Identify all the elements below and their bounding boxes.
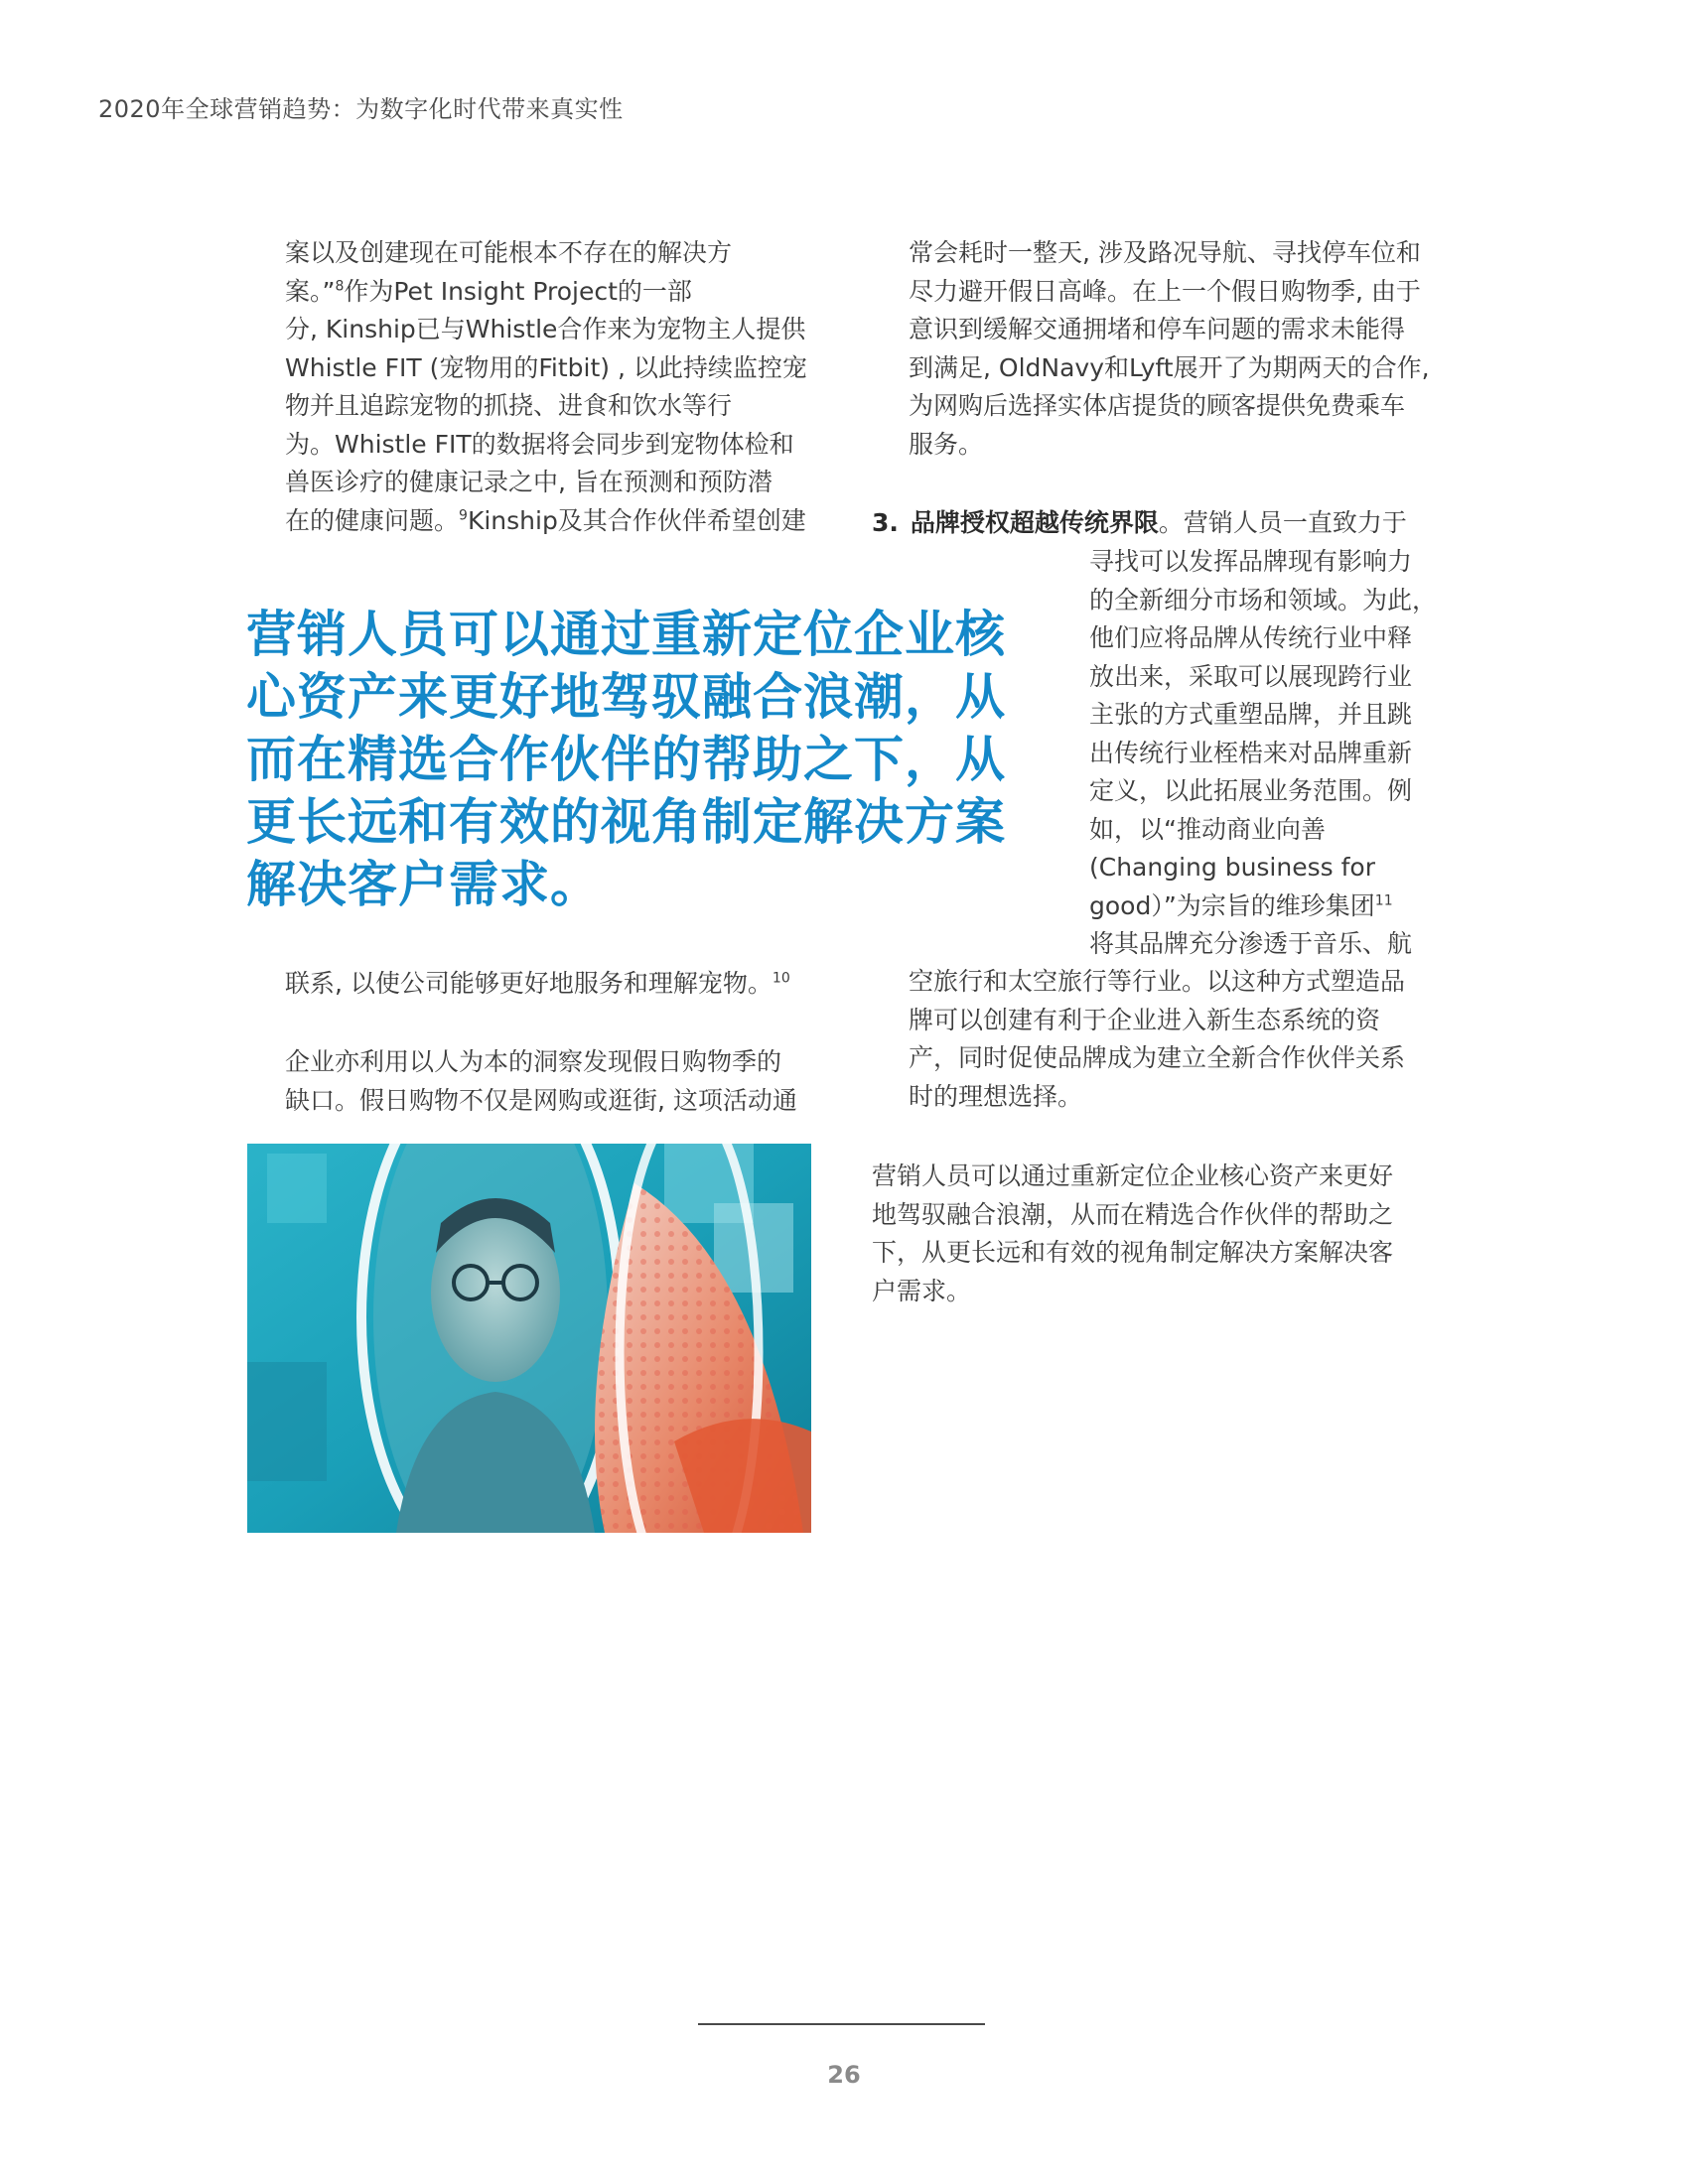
text-line: 常会耗时一整天, 涉及路况导航、寻找停车位和 bbox=[909, 238, 1421, 267]
pull-quote-line: 解决客户需求。 bbox=[246, 856, 601, 913]
right-column-top-text bbox=[909, 234, 1430, 464]
text-line: (Changing business for bbox=[1089, 853, 1375, 882]
text-line: 产，同时促使品牌成为建立全新合作伙伴关系 bbox=[909, 1043, 1406, 1072]
pull-quote-line: 营销人员可以通过重新定位企业核 bbox=[246, 606, 1006, 663]
page-number: 26 bbox=[827, 2061, 861, 2089]
text-line: 营销人员可以通过重新定位企业核心资产来更好 bbox=[872, 1161, 1394, 1190]
pull-quote-line: 更长远和有效的视角制定解决方案 bbox=[246, 793, 1006, 851]
text-line: 下，从更长远和有效的视角制定解决方案解决客 bbox=[872, 1238, 1394, 1267]
text-line: 的全新细分市场和领域。为此， bbox=[1089, 585, 1438, 614]
text-line: 主张的方式重塑品牌，并且跳 bbox=[1089, 700, 1413, 729]
text-line: 到满足, OldNavy和Lyft展开了为期两天的合作, bbox=[909, 352, 1430, 382]
text-line: 服务。 bbox=[909, 429, 984, 459]
text-line: 案。”$^8$作为Pet Insight Project的一部 bbox=[285, 276, 692, 306]
text-line: 为。Whistle FIT的数据将会同步到宠物体检和 bbox=[285, 429, 794, 459]
text-line: 分, Kinship已与Whistle合作来为宠物主人提供 bbox=[285, 315, 806, 343]
text-line: 联系, 以使公司能够更好地服务和理解宠物。$^{10}$ bbox=[285, 969, 790, 998]
pull-quote-line: 而在精选合作伙伴的帮助之下，从 bbox=[246, 731, 1006, 788]
text-line: 尽力避开假日高峰。在上一个假日购物季, 由于 bbox=[909, 276, 1421, 306]
text-line: 意识到缓解交通拥堵和停车问题的需求未能得 bbox=[909, 315, 1406, 343]
footnote-ref: 11 bbox=[1374, 892, 1393, 909]
summary-text bbox=[872, 1158, 1393, 1310]
text-line: 为网购后选择实体店提货的顾客提供免费乘车 bbox=[909, 391, 1406, 420]
pull-quote bbox=[246, 604, 1041, 916]
text-line: 在的健康问题。$^9$Kinship及其合作伙伴希望创建 bbox=[285, 505, 806, 535]
item-lead: 。营销人员一直致力于 bbox=[1158, 508, 1407, 537]
text-line: 定义，以此拓展业务范围。例 bbox=[1089, 776, 1413, 805]
text-line: 兽医诊疗的健康记录之中, 旨在预测和预防潜 bbox=[285, 468, 773, 496]
text-line: 空旅行和太空旅行等行业。以这种方式塑造品 bbox=[909, 967, 1406, 996]
text-line: 缺口。假日购物不仅是网购或逛街, 这项活动通 bbox=[285, 1085, 797, 1115]
text-line: 物并且追踪宠物的抓挠、进食和饮水等行 bbox=[285, 391, 733, 420]
text-line: 他们应将品牌从传统行业中释 bbox=[1089, 623, 1413, 652]
text-line: 案以及创建现在可能根本不存在的解决方 bbox=[285, 238, 733, 267]
text-line: 寻找可以发挥品牌现有影响力 bbox=[1089, 547, 1413, 576]
text-line: 牌可以创建有利于企业进入新生态系统的资 bbox=[909, 1005, 1381, 1034]
footnote-ref: 9 bbox=[459, 507, 468, 524]
item-title: 品牌授权超越传统界限 bbox=[910, 508, 1159, 537]
left-column-top-text bbox=[285, 234, 807, 540]
text-line: 放出来，采取可以展现跨行业 bbox=[1089, 661, 1413, 691]
left-column-connect-text bbox=[285, 965, 790, 1004]
text-line: 将其品牌充分渗透于音乐、航 bbox=[1089, 929, 1413, 958]
numbered-item-3 bbox=[872, 504, 1407, 543]
footer-divider bbox=[698, 2023, 985, 2025]
running-header: 2020年全球营销趋势：为数字化时代带来真实性 bbox=[98, 95, 624, 123]
text-line: 时的理想选择。 bbox=[909, 1081, 1083, 1111]
text-line: Whistle FIT (宠物用的Fitbit) , 以此持续监控宠 bbox=[285, 352, 807, 382]
footnote-ref: 8 bbox=[335, 278, 345, 295]
right-column-narrow-text bbox=[1089, 543, 1437, 964]
feature-photo bbox=[247, 1144, 811, 1533]
footnote-ref: 10 bbox=[772, 970, 790, 987]
text-line: good）”为宗旨的维珍集团$^{11}$ bbox=[1089, 890, 1393, 920]
left-column-holiday-text bbox=[285, 1043, 797, 1120]
text-line: 企业亦利用以人为本的洞察发现假日购物季的 bbox=[285, 1047, 782, 1076]
pull-quote-line: 心资产来更好地驾驭融合浪潮，从 bbox=[246, 668, 1006, 726]
text-line: 如，以“推动商业向善 bbox=[1089, 814, 1326, 844]
text-line: 户需求。 bbox=[872, 1276, 972, 1305]
text-line: 地驾驭融合浪潮，从而在精选合作伙伴的帮助之 bbox=[872, 1199, 1394, 1229]
item-number: 3. bbox=[872, 508, 899, 537]
right-column-wide-text bbox=[909, 963, 1405, 1116]
text-line: 出传统行业桎梏来对品牌重新 bbox=[1089, 738, 1413, 767]
